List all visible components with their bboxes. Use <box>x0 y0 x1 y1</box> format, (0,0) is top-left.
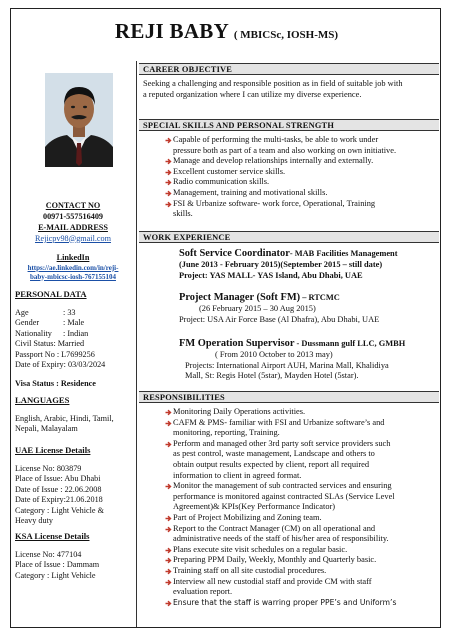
resume-frame <box>10 8 441 628</box>
ksa-license-line: Place of Issue : Dammam <box>15 560 100 569</box>
ksa-license-line: Category : Light Vehicle <box>15 570 96 580</box>
bullet-icon <box>165 547 172 554</box>
languages-line-1: English, Arabic, Hindi, Tamil, <box>15 413 114 423</box>
passport-number: Passport No : L7699256 <box>15 349 95 359</box>
list-item: Report to the Contract Manager (CM) on all operational and <box>139 524 439 535</box>
skills-heading: SPECIAL SKILLS AND PERSONAL STRENGTH <box>139 119 439 131</box>
ksa-license-line: License No: 477104 <box>15 549 82 559</box>
column-divider <box>136 61 137 627</box>
list-item: obtain output results expected by client, report all required <box>173 459 370 469</box>
list-item: Monitoring Daily Operations activities. <box>139 407 439 418</box>
list-item: Capable of performing the multi-tasks, be able to work under <box>139 135 439 146</box>
list-item: Monitor the management of sub contracted services and ensuring <box>139 481 439 492</box>
job-dates: ( From 2010 October to 2013 may) <box>215 350 333 359</box>
list-item: Perform and managed other 3rd party soft service providers such <box>139 439 439 450</box>
linkedin-link-line-1[interactable]: https://ae.linkedin.com/in/reji- <box>27 263 119 272</box>
list-item: Preparing PPM Daily, Weekly, Monthly and Quarterly basic. <box>139 555 439 566</box>
job-project-cont: Mall, St: Regis Hotel (5star), Mayden Hotel (5star). <box>185 371 359 381</box>
uae-license-line: Place of Issue: Abu Dhabi <box>15 474 101 483</box>
job-org: - Dussmann gulf LLC, GMBH <box>294 339 406 348</box>
job-project: Project: YAS MALL- YAS Island, Abu Dhabi, UAE <box>179 270 363 280</box>
job-dates: (June 2013 - February 2015)(September 2015 – still date) <box>179 260 383 269</box>
job-project: Project: USA Air Force Base (Al Dhafra), Abu Dhabi, UAE <box>179 314 380 324</box>
bullet-icon <box>165 557 172 564</box>
bullet-icon <box>165 526 172 533</box>
bullet-icon <box>165 515 172 522</box>
languages-heading: LANGUAGES <box>15 395 70 405</box>
personal-nationality: Nationality : Indian <box>15 328 89 338</box>
personal-data-heading: PERSONAL DATA <box>15 289 87 299</box>
candidate-name <box>11 19 442 44</box>
languages-line-2: Nepali, Malayalam <box>15 424 78 433</box>
job-org: – RTCMC <box>300 293 340 302</box>
visa-status: Visa Status : Residence <box>15 378 96 388</box>
job-entry <box>139 291 439 325</box>
bullet-icon <box>165 579 172 586</box>
linkedin-link-line-2[interactable]: baby-mbicsc-iosh-767155104 <box>30 272 116 281</box>
bullet-icon <box>165 137 172 144</box>
job-entry <box>139 247 439 281</box>
list-item: as pest control, waste management, Landscape and others to <box>173 449 375 459</box>
list-item: administrative needs of the staff of his/her area of responsibility. <box>173 534 389 544</box>
profile-photo <box>45 73 113 167</box>
personal-gender: Gender : Male <box>15 318 85 327</box>
list-item: evaluation report. <box>173 587 233 597</box>
job-title: Soft Service Coordinator <box>179 248 290 259</box>
list-item: information to client in agreed format. <box>173 470 302 480</box>
email-label: E-MAIL ADDRESS <box>38 223 108 232</box>
list-item: CAFM & PMS- familiar with FSI and Urbanize software’s and <box>139 418 439 429</box>
bullet-icon <box>165 179 172 186</box>
bullet-icon <box>165 169 172 176</box>
bullet-icon <box>165 190 172 197</box>
bullet-icon <box>165 441 172 448</box>
job-title: FM Operation Supervisor <box>179 338 295 349</box>
job-title: Project Manager (Soft FM) <box>179 292 301 303</box>
work-experience-heading: WORK EXPERIENCE <box>139 231 439 243</box>
resume-header <box>11 9 442 57</box>
career-objective-text: Seeking a challenging and responsible position as in field of suitable job with a reputed organization where I can utilize my diverse experience. <box>143 79 403 99</box>
bullet-icon <box>165 158 172 165</box>
bullet-icon <box>165 568 172 575</box>
list-item: pressure both as part of a team and also working on own initiative. <box>173 145 397 155</box>
bullet-icon <box>165 420 172 427</box>
job-org: - MAB Facilities Management <box>289 249 398 258</box>
list-item: Excellent customer service skills. <box>139 167 439 178</box>
list-item: skills. <box>173 209 193 219</box>
responsibilities-list <box>139 407 439 608</box>
skills-list <box>139 135 439 220</box>
name-text: REJI BABY <box>114 19 229 43</box>
list-item: Plans execute site visit schedules on a regular basic. <box>139 545 439 556</box>
list-item: monitoring, reporting, Training. <box>173 428 280 438</box>
list-item: Interview all new custodial staff and provide CM with staff <box>139 577 439 588</box>
uae-license-line: License No: 803879 <box>15 463 82 473</box>
list-item: Radio communication skills. <box>139 177 439 188</box>
personal-age: Age : 33 <box>15 307 76 317</box>
uae-license-line: Date of Issue : 22.06.2008 <box>15 484 102 494</box>
contact-label: CONTACT NO <box>45 201 101 210</box>
list-item: performance is monitored against contracted SLAs (Service Level <box>173 491 395 501</box>
job-entry <box>139 337 439 382</box>
ksa-license-heading: KSA License Details <box>15 531 90 541</box>
passport-expiry: Date of Expiry: 03/03/2024 <box>15 360 106 369</box>
list-item: Ensure that the staff is warring proper PPE’s and Uniform’s <box>139 598 439 609</box>
bullet-icon <box>165 409 172 416</box>
list-item: Agreement)& KPIs(Key Performance Indicator) <box>173 502 336 512</box>
list-item: Management, training and motivational skills. <box>139 188 439 199</box>
linkedin-label: LinkedIn <box>56 253 90 262</box>
job-dates: (26 February 2015 – 30 Aug 2015) <box>199 304 316 313</box>
contact-number[interactable]: 00971-557516409 <box>42 211 104 221</box>
list-item: Part of Project Mobilizing and Zoning team. <box>139 513 439 524</box>
uae-license-line: Heavy duty <box>15 516 53 525</box>
list-item: Manage and develop relationships internally and externally. <box>139 156 439 167</box>
career-objective-heading: CAREER OBJECTIVE <box>139 63 439 75</box>
bullet-icon <box>165 201 172 208</box>
responsibilities-heading: RESPONSIBILITIES <box>139 391 439 403</box>
qualifications: ( MBICSc, IOSH-MS) <box>233 29 339 41</box>
uae-license-line: Category : Light Vehicle & <box>15 505 104 515</box>
uae-license-line: Date of Expiry:21.06.2018 <box>15 495 103 504</box>
uae-license-heading: UAE License Details <box>15 445 91 455</box>
list-item: FSI & Urbanize software- work force, Operational, Training <box>139 199 439 210</box>
job-project: Projects: International Airport AUH, Marina Mall, Khalidiya <box>185 360 389 370</box>
email-link[interactable]: Rejicpv98@gmail.com <box>35 233 111 243</box>
list-item: Training staff on all site custodial procedures. <box>139 566 439 577</box>
civil-status: Civil Status: Married <box>15 339 85 348</box>
bullet-icon <box>165 600 172 607</box>
bullet-icon <box>165 483 172 490</box>
